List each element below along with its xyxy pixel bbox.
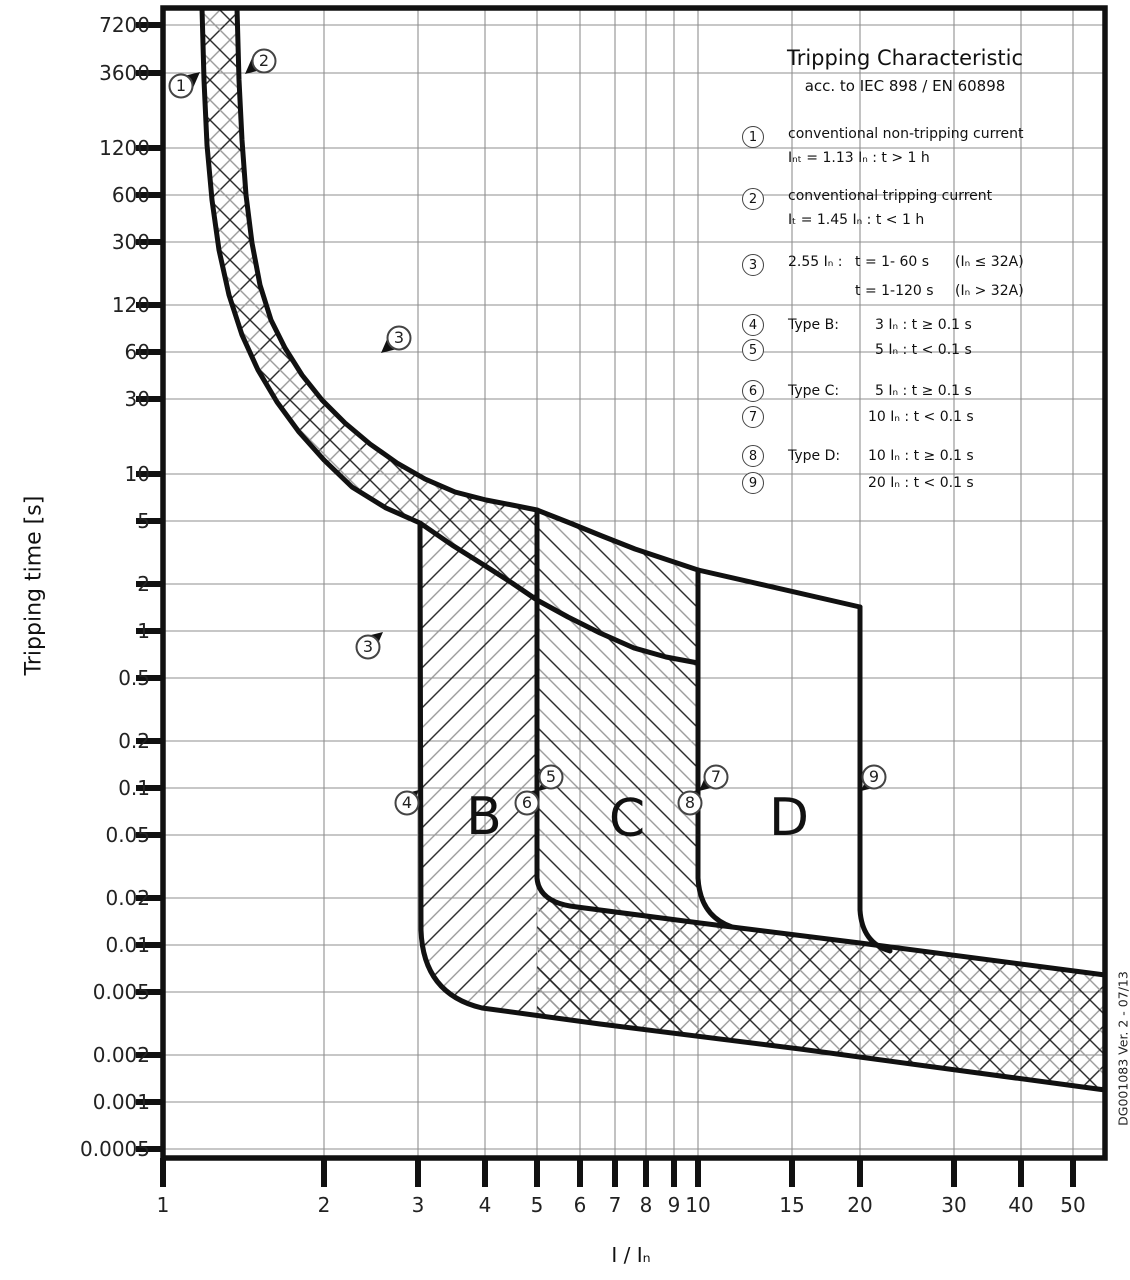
curve-tripping	[237, 8, 698, 570]
chart-subtitle: acc. to IEC 898 / EN 60898	[804, 77, 1006, 95]
x-tick: 40	[1008, 1193, 1034, 1217]
y-tick: 0.001	[92, 1090, 150, 1114]
legend-formula2: t = 1-120 s	[855, 283, 934, 299]
legend-formula: 3 Iₙ : t ≥ 0.1 s	[875, 317, 972, 333]
x-tick: 9	[667, 1193, 681, 1217]
legend-formula: 5 Iₙ : t < 0.1 s	[875, 342, 972, 358]
x-tick: 30	[941, 1193, 967, 1217]
x-tick: 7	[608, 1193, 622, 1217]
legend-num-7: 7	[742, 406, 764, 428]
legend-item-9	[742, 472, 1127, 530]
legend-text: Type C:	[788, 383, 840, 399]
x-tick: 15	[779, 1193, 805, 1217]
legend-formula: t = 1- 60 s	[855, 254, 930, 270]
limit-10in	[698, 570, 732, 927]
y-axis-title: Tripping time [s]	[21, 495, 47, 676]
marker-5: 5	[545, 767, 557, 786]
x-tick: 20	[847, 1193, 873, 1217]
y-tick: 600	[111, 183, 150, 207]
marker-6: 6	[521, 793, 533, 812]
legend-formula: 5 Iₙ : t ≥ 0.1 s	[875, 383, 972, 399]
marker-8: 8	[684, 793, 696, 812]
y-tick: 120	[111, 293, 150, 317]
legend-item-3	[742, 250, 1127, 308]
y-tick: 7200	[99, 13, 150, 37]
x-tick: 2	[317, 1193, 331, 1217]
legend-num-2: 2	[742, 188, 764, 210]
legend-formula: 10 Iₙ : t ≥ 0.1 s	[868, 448, 974, 464]
x-tick: 6	[573, 1193, 587, 1217]
marker-9: 9	[868, 767, 880, 786]
legend-note: (Iₙ ≤ 32A)	[955, 254, 1024, 270]
legend-num-1: 1	[742, 126, 764, 148]
y-tick: 60	[124, 340, 150, 364]
legend-text: conventional non-tripping current	[788, 126, 1024, 142]
y-tick: 0.5	[118, 666, 150, 690]
y-tick: 0.005	[92, 980, 150, 1004]
chart-title: Tripping Characteristic	[786, 46, 1024, 70]
marker-3-upper: 3	[393, 328, 405, 347]
y-tick: 0.1	[118, 776, 150, 800]
legend-formula: Iₙₜ = 1.13 Iₙ : t > 1 h	[788, 150, 930, 166]
y-tick: 2	[137, 572, 150, 596]
x-tick: 5	[530, 1193, 544, 1217]
x-tick: 10	[685, 1193, 711, 1217]
legend-num-8: 8	[742, 445, 764, 467]
region-label-b: B	[466, 787, 502, 847]
marker-1: 1	[175, 76, 187, 95]
y-tick: 30	[124, 387, 150, 411]
legend-note2: (Iₙ > 32A)	[955, 283, 1024, 299]
y-tick: 10	[124, 462, 150, 486]
marker-7: 7	[710, 767, 722, 786]
legend-item-1	[742, 124, 1127, 182]
y-tick: 0.002	[92, 1043, 150, 1067]
legend-text: Type B:	[788, 317, 839, 333]
legend-formula: 20 Iₙ : t < 0.1 s	[868, 475, 974, 491]
legend-formula: 10 Iₙ : t < 0.1 s	[868, 409, 974, 425]
y-tick: 1200	[99, 136, 150, 160]
y-tick: 3600	[99, 61, 150, 85]
marker-2: 2	[258, 51, 270, 70]
y-tick: 5	[137, 509, 150, 533]
legend-text: Type D:	[788, 448, 841, 464]
y-tick: 0.01	[105, 933, 150, 957]
legend-num-9: 9	[742, 472, 764, 494]
legend-item-2	[742, 186, 1127, 244]
legend-num-3: 3	[742, 254, 764, 276]
marker-3-lower: 3	[362, 637, 374, 656]
y-tick: 0.0005	[80, 1137, 150, 1161]
y-tick: 300	[111, 230, 150, 254]
legend-text: conventional tripping current	[788, 188, 993, 204]
x-axis-title: I / Iₙ	[611, 1243, 651, 1267]
x-tick: 4	[478, 1193, 492, 1217]
region-label-d: D	[768, 788, 810, 848]
legend-text: 2.55 Iₙ :	[788, 254, 843, 270]
x-tick: 8	[639, 1193, 653, 1217]
legend-formula: Iₜ = 1.45 Iₙ : t < 1 h	[788, 212, 925, 228]
legend-num-4: 4	[742, 314, 764, 336]
y-tick: 1	[137, 619, 150, 643]
region-b-fill	[420, 523, 537, 1014]
legend-num-5: 5	[742, 339, 764, 361]
y-tick: 0.02	[105, 886, 150, 910]
y-tick: 0.05	[105, 823, 150, 847]
x-tick: 50	[1060, 1193, 1086, 1217]
document-code: DG001083 Ver. 2 - 07/13	[1115, 971, 1130, 1126]
x-tick: 1	[156, 1193, 170, 1217]
x-tick: 3	[411, 1193, 425, 1217]
region-label-c: C	[608, 789, 646, 849]
y-tick: 0.2	[118, 729, 150, 753]
legend-num-6: 6	[742, 380, 764, 402]
marker-4: 4	[401, 793, 413, 812]
type-d-top-boundary	[698, 570, 860, 607]
